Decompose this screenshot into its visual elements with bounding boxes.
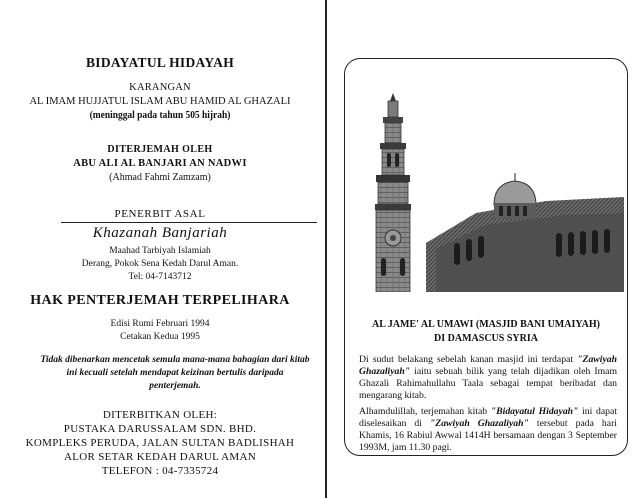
paragraph-completion [359,406,617,454]
paragraph-text: Di sudut belakang sebelah kanan masjid ini terdapat [359,354,578,365]
rights-note: Tidak dibenarkan mencetak semula mana-mana bahagian dari kitab ini kecuali setelah mendapat keizinan bertulis daripada penterjemah. [40,355,310,391]
page-divider [325,0,327,498]
original-address-line: Tel: 04-7143712 [128,272,192,282]
author-death-note: (meninggal pada tahun 505 hijrah) [89,110,231,121]
publisher-line: KOMPLEKS PERUDA, JALAN SULTAN BADLISHAH [25,437,295,449]
emphasis-text: "Zawiyah Ghazaliyah" [429,418,529,429]
paragraph-text: Alhamdulillah, terjemahan kitab [359,406,491,417]
rights-title: HAK PENTERJEMAH TERPELIHARA [30,293,290,308]
paragraph-text: iaitu sebuah bilik yang telah dijadikan oleh Imam Ghazali Rahimahullahu Taala sebagai tempat beribadat dan mengarang kitab. [359,366,617,401]
publisher-rule [61,222,317,223]
publisher-line: ALOR SETAR KEDAH DARUL AMAN [64,451,256,463]
emphasis-text: "Zawiyah Ghazaliyah" [359,354,617,377]
publisher-line: TELEFON : 04-7335724 [101,465,219,477]
publisher-line: DITERBITKAN OLEH: [102,409,218,421]
original-address-line: Maahad Tarbiyah Islamiah [109,246,211,256]
book-title: BIDAYATUL HIDAYAH [85,55,235,70]
edition-line: Edisi Rumi Februari 1994 [110,319,210,329]
translator-alias: (Ahmad Fahmi Zamzam) [109,172,211,183]
original-address-line: Derang, Pokok Sena Kedah Darul Aman. [81,259,239,269]
paragraph-zawiyah [359,354,617,402]
publisher-line: PUSTAKA DARUSSALAM SDN. BHD. [63,423,257,435]
translator-name: ABU ALI AL BANJARI AN NADWI [73,158,247,169]
original-publisher-name: Khazanah Banjariah [92,225,228,241]
paragraph-text: tersebut pada hari Khamis, 16 Rabiul Awwal 1414H bersamaan dengan 3 September 1993M, jam 11.30 pagi. [359,418,617,453]
author-name: AL IMAM HUJJATUL ISLAM ABU HAMID AL GHAZALI [29,96,291,107]
mosque-photo [366,93,624,292]
paragraph-text: ini dapat diselesaikan di [359,406,617,429]
photo-caption-line1: AL JAME' AL UMAWI (MASJID BANI UMAIYAH) [372,319,600,330]
original-publisher-label: PENERBIT ASAL [114,208,206,220]
edition-line: Cetakan Kedua 1995 [120,332,200,342]
translated-by-label: DITERJEMAH OLEH [107,144,213,155]
karangan-label: KARANGAN [129,82,191,93]
emphasis-text: "Bidayatul Hidayah" [490,406,579,417]
photo-caption-line2: DI DAMASCUS SYRIA [434,333,538,344]
